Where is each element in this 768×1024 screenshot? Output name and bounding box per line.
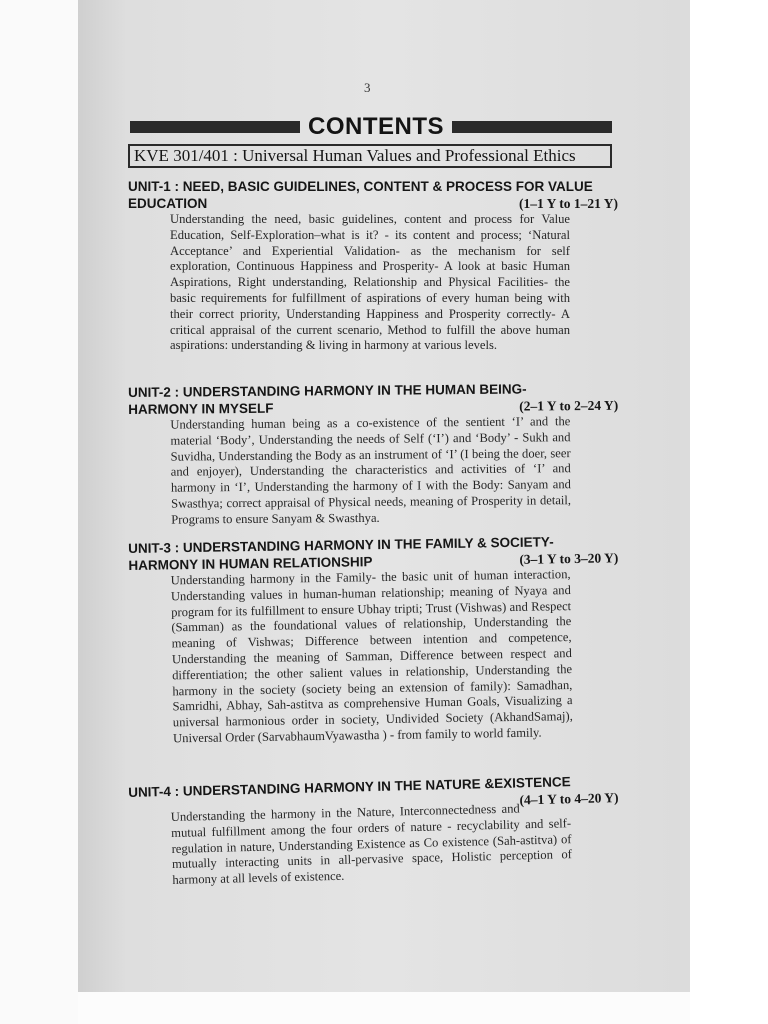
contents-banner — [130, 113, 612, 142]
unit-3-description: Understanding harmony in the Family- the basic unit of human interaction, Understanding values in human-human relationship; meaning of Nyaya and program for its fulfillment to ensure Ubhay tripti; Trust (Vishwas) and Respect (Samman) as the foundational values of relationship, Understanding the meaning of Vishwas; Difference between intention and competence, Understanding the meaning of Samman, Difference between respect and differentiation; the other salient values in relationship, Understanding the harmony in the society (society being an extension of family): Samadhan, Samridhi, Abhay, Sah-astitva as comprehensive Human Goals, Visualizing a universal harmonious order in society, Undivided Society (AkhandSamaj), Universal Order (SarvabhaumVyawastha ) - from family to world family. — [170, 567, 573, 746]
unit-1-page-range: (1–1 Y to 1–21 Y) — [519, 196, 618, 211]
unit-4-heading — [128, 772, 619, 808]
unit-1-description: Understanding the need, basic guidelines, content and process for Value Education, Self-Exploration–what is it? - its content and process; ‘Natural Acceptance’ and Experiential Validation- as the mechanism for self exploration, Continuous Happiness and Prosperity- A look at basic Human Aspirations, Right understanding, Relationship and Physical Facilities- the basic requirements for fulfillment of aspirations of every human being with their correct priority, Understanding Happiness and Prosperity correctly- A critical appraisal of the current scenario, Method to fulfill the above human aspirations: understanding & living in harmony at various levels. — [170, 212, 570, 353]
banner-bar-left — [130, 121, 300, 133]
unit-2-heading-line1: UNIT-2 : UNDERSTANDING HARMONY IN THE HUMAN BEING- — [128, 381, 527, 400]
unit-1-heading-line2-row — [128, 195, 618, 212]
unit-2-section — [128, 380, 619, 529]
scan-bottom-margin — [78, 992, 690, 1024]
unit-4-heading-line1: UNIT-4 : UNDERSTANDING HARMONY IN THE NATURE &EXISTENCE — [128, 774, 571, 800]
banner-bar-right — [452, 121, 612, 133]
unit-2-heading-line2: HARMONY IN MYSELF — [128, 400, 274, 417]
course-title-box: KVE 301/401 : Universal Human Values and Professional Ethics — [128, 144, 612, 168]
unit-2-page-range: (2–1 Y to 2–24 Y) — [519, 397, 619, 414]
unit-3-section — [128, 532, 621, 747]
unit-1-heading-line2: EDUCATION — [128, 196, 208, 211]
unit-3-heading-line2: HARMONY IN HUMAN RELATIONSHIP — [128, 554, 373, 573]
unit-2-description: Understanding human being as a co-existence of the sentient ‘I’ and the material ‘Body’, Understanding the needs of Self (‘I’) and ‘Body’ - Sukh and Suvidha, Understanding the Body as an instrument of ‘I’ (I being the doer, seer and enjoyer), Understanding the characteristics and activities of ‘I’ and harmony in ‘I’, Understanding the harmony of I with the Body: Sanyam and Swasthya; correct appraisal of Physical needs, meaning of Prosperity in detail, Programs to ensure Sanyam & Swasthya. — [170, 414, 572, 527]
document-page — [78, 0, 690, 992]
unit-2-heading — [128, 380, 618, 418]
unit-3-page-range: (3–1 Y to 3–20 Y) — [519, 550, 619, 567]
unit-4-description: Understanding the harmony in the Nature, Interconnectedness and mutual fulfillment among the four orders of nature - recyclability and self-regulation in nature, Understanding Existence as Co existence (Sah-astitva) of mutually interacting units in all-pervasive space, Holistic perception of harmony at all levels of existence. — [170, 801, 573, 888]
unit-3-heading-line1: UNIT-3 : UNDERSTANDING HARMONY IN THE FAMILY & SOCIETY- — [128, 534, 554, 556]
unit-4-section — [128, 772, 620, 890]
unit-1-heading-line1: UNIT-1 : NEED, BASIC GUIDELINES, CONTENT & PROCESS FOR VALUE — [128, 179, 593, 194]
unit-1-section — [128, 178, 618, 354]
scan-left-margin — [0, 0, 78, 1024]
contents-title: CONTENTS — [308, 113, 444, 140]
page-number: 3 — [364, 80, 371, 95]
unit-1-heading — [128, 178, 618, 212]
unit-4-page-range: (4–1 Y to 4–20 Y) — [519, 790, 619, 808]
